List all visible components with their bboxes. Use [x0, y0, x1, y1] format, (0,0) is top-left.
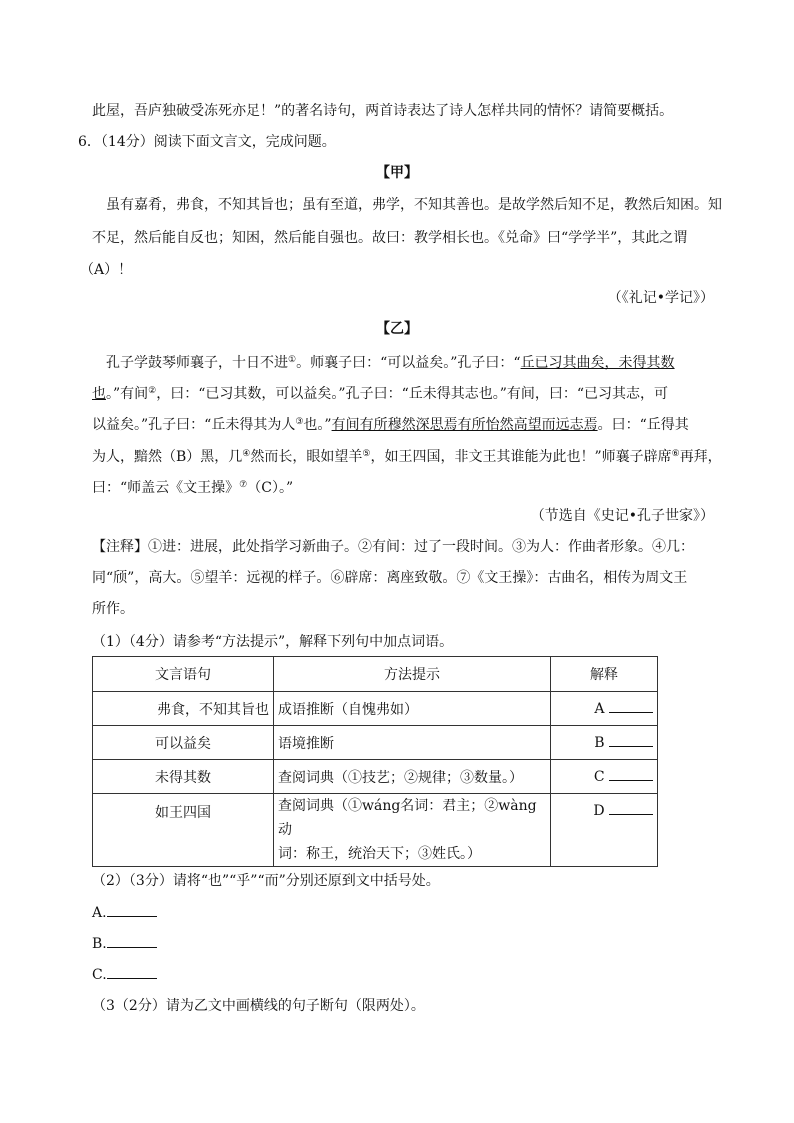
- option-label: A.: [92, 905, 107, 921]
- underlined-text: 有间有所穆然深思焉有所怡然高望而远志焉: [331, 417, 598, 433]
- sub-question-3: （3（2分）请为乙文中画横线的句子断句（限两处）。: [92, 998, 425, 1014]
- footnote-marker: ①: [288, 355, 297, 365]
- table-cell-sentence: 弗食，不知其旨也: [93, 692, 274, 726]
- answer-option-c: [92, 966, 157, 984]
- sub-question-2: （2）（3分）请将“也”“乎”“而”分别还原到文中括号处。: [92, 873, 440, 889]
- paragraph-line: 不足，然后能自反也；知困，然后能自强也。故曰：教学相长也。《兑命》曰“学学半”，其此之谓: [92, 230, 688, 246]
- paragraph-line: [92, 445, 722, 466]
- answer-blank[interactable]: [609, 802, 653, 815]
- text-span: 。师襄子曰：“可以益矣。”孔子曰：“: [296, 355, 521, 371]
- table-cell-sentence: 可以益矣: [93, 726, 274, 760]
- table-cell-answer: [551, 726, 658, 760]
- answer-blank[interactable]: [609, 734, 653, 747]
- table-header-row: [93, 657, 658, 692]
- answer-label: B: [594, 735, 605, 751]
- answer-blank[interactable]: [609, 768, 653, 781]
- text-span: 。”有间: [106, 386, 149, 402]
- answer-blank[interactable]: [107, 966, 157, 979]
- text-span: 孔子学鼓琴师襄子，十日不进: [106, 355, 288, 371]
- table-row: [93, 760, 658, 794]
- table-cell-answer: [551, 760, 658, 794]
- text-span: （C）。”: [247, 480, 294, 496]
- section-heading-yi: 【乙】: [376, 321, 418, 337]
- annotation-line: 所作。: [92, 601, 134, 617]
- table-row: [93, 794, 658, 867]
- table-cell-method: 查阅词典（①技艺；②规律；③数量。）: [274, 760, 551, 794]
- text-span: 以益矣。”孔子曰：“丘未得其为人: [92, 417, 296, 433]
- footnote-marker: ④: [242, 449, 251, 459]
- question-6-heading: 6．（14分）阅读下面文言文，完成问题。: [78, 134, 336, 150]
- answer-option-b: [92, 935, 157, 953]
- footnote-marker: ⑦: [239, 480, 248, 490]
- text-span: 。曰：“丘得其: [597, 417, 689, 433]
- answer-option-a: [92, 904, 157, 922]
- table-cell-answer: [551, 794, 658, 867]
- text-span: ，曰：“已习其数，可以益矣。”孔子曰：“丘未得其志也。”有间，曰：“已习其志，可: [156, 386, 669, 402]
- text-span: 然而长，眼如望羊: [250, 449, 363, 465]
- footnote-marker: ⑤: [362, 449, 371, 459]
- annotation-line: 同“颀”，高大。⑤望羊：远视的样子。⑥辟席：离座致敬。⑦《文王操》：古曲名，相传为周文王: [92, 570, 688, 586]
- underlined-text: 丘已习其曲矣，未得其数: [520, 355, 675, 371]
- paragraph-line: [92, 413, 689, 434]
- paragraph-line: 虽有嘉肴，弗食，不知其旨也；虽有至道，弗学，不知其善也。是故学然后知不足，教然后知困。知: [106, 197, 722, 213]
- text-span: ，如王四国，非文王其谁能为此也！”师襄子辟席: [370, 449, 672, 465]
- answer-label: A: [594, 701, 605, 717]
- table-cell-method: 成语推断（自愧弗如）: [274, 692, 551, 726]
- sub-question-1: （1）（4分）请参考“方法提示”，解释下列句中加点词语。: [92, 634, 454, 650]
- method-line: 查阅词典（①wáng名词：君主；②wàng动: [278, 798, 537, 838]
- option-label: C.: [92, 967, 107, 983]
- underlined-text: 也: [92, 386, 106, 402]
- paragraph-line: （A）！: [80, 262, 133, 278]
- section-heading-jia: 【甲】: [376, 165, 418, 181]
- paragraph-line: [92, 476, 293, 497]
- source-citation: （节选自《史记•孔子世家》）: [530, 508, 714, 524]
- text-span: 为人，黯然（B）黑，几: [92, 449, 243, 465]
- method-line: 词：称王，统治天下；③姓氏。）: [278, 846, 481, 862]
- table-cell-answer: [551, 692, 658, 726]
- answer-label: C: [593, 769, 605, 785]
- footnote-marker: ⑥: [671, 449, 680, 459]
- annotation-line: 【注释】①进：进展，此处指学习新曲子。②有间：过了一段时间。③为人：作曲者形象。④几：: [92, 539, 694, 555]
- table-cell-sentence: 如王四国: [93, 794, 274, 867]
- footnote-marker: ②: [148, 386, 157, 396]
- text-line: 此屋，吾庐独破受冻死亦足！”的著名诗句，两首诗表达了诗人怎样共同的情怀？请简要概括。: [92, 103, 674, 119]
- table-header: 文言语句: [93, 657, 274, 692]
- method-table: [92, 656, 658, 867]
- footnote-marker: ③: [295, 417, 304, 427]
- text-span: 曰：“师盖云《文王操》: [92, 480, 240, 496]
- table-cell-sentence: 未得其数: [93, 760, 274, 794]
- table-header: 方法提示: [274, 657, 551, 692]
- answer-blank[interactable]: [107, 935, 157, 948]
- source-citation: （《礼记•学记》）: [607, 290, 714, 306]
- text-span: 再拜，: [679, 449, 722, 465]
- answer-blank[interactable]: [609, 700, 653, 713]
- table-cell-method: [274, 794, 551, 867]
- text-span: 也。”: [303, 417, 332, 433]
- table-row: [93, 692, 658, 726]
- paragraph-line: [106, 351, 675, 372]
- answer-label: D: [593, 803, 605, 819]
- answer-blank[interactable]: [107, 904, 157, 917]
- option-label: B.: [92, 936, 107, 952]
- paragraph-line: [92, 382, 668, 403]
- table-header: 解释: [551, 657, 658, 692]
- table-cell-method: 语境推断: [274, 726, 551, 760]
- table-row: [93, 726, 658, 760]
